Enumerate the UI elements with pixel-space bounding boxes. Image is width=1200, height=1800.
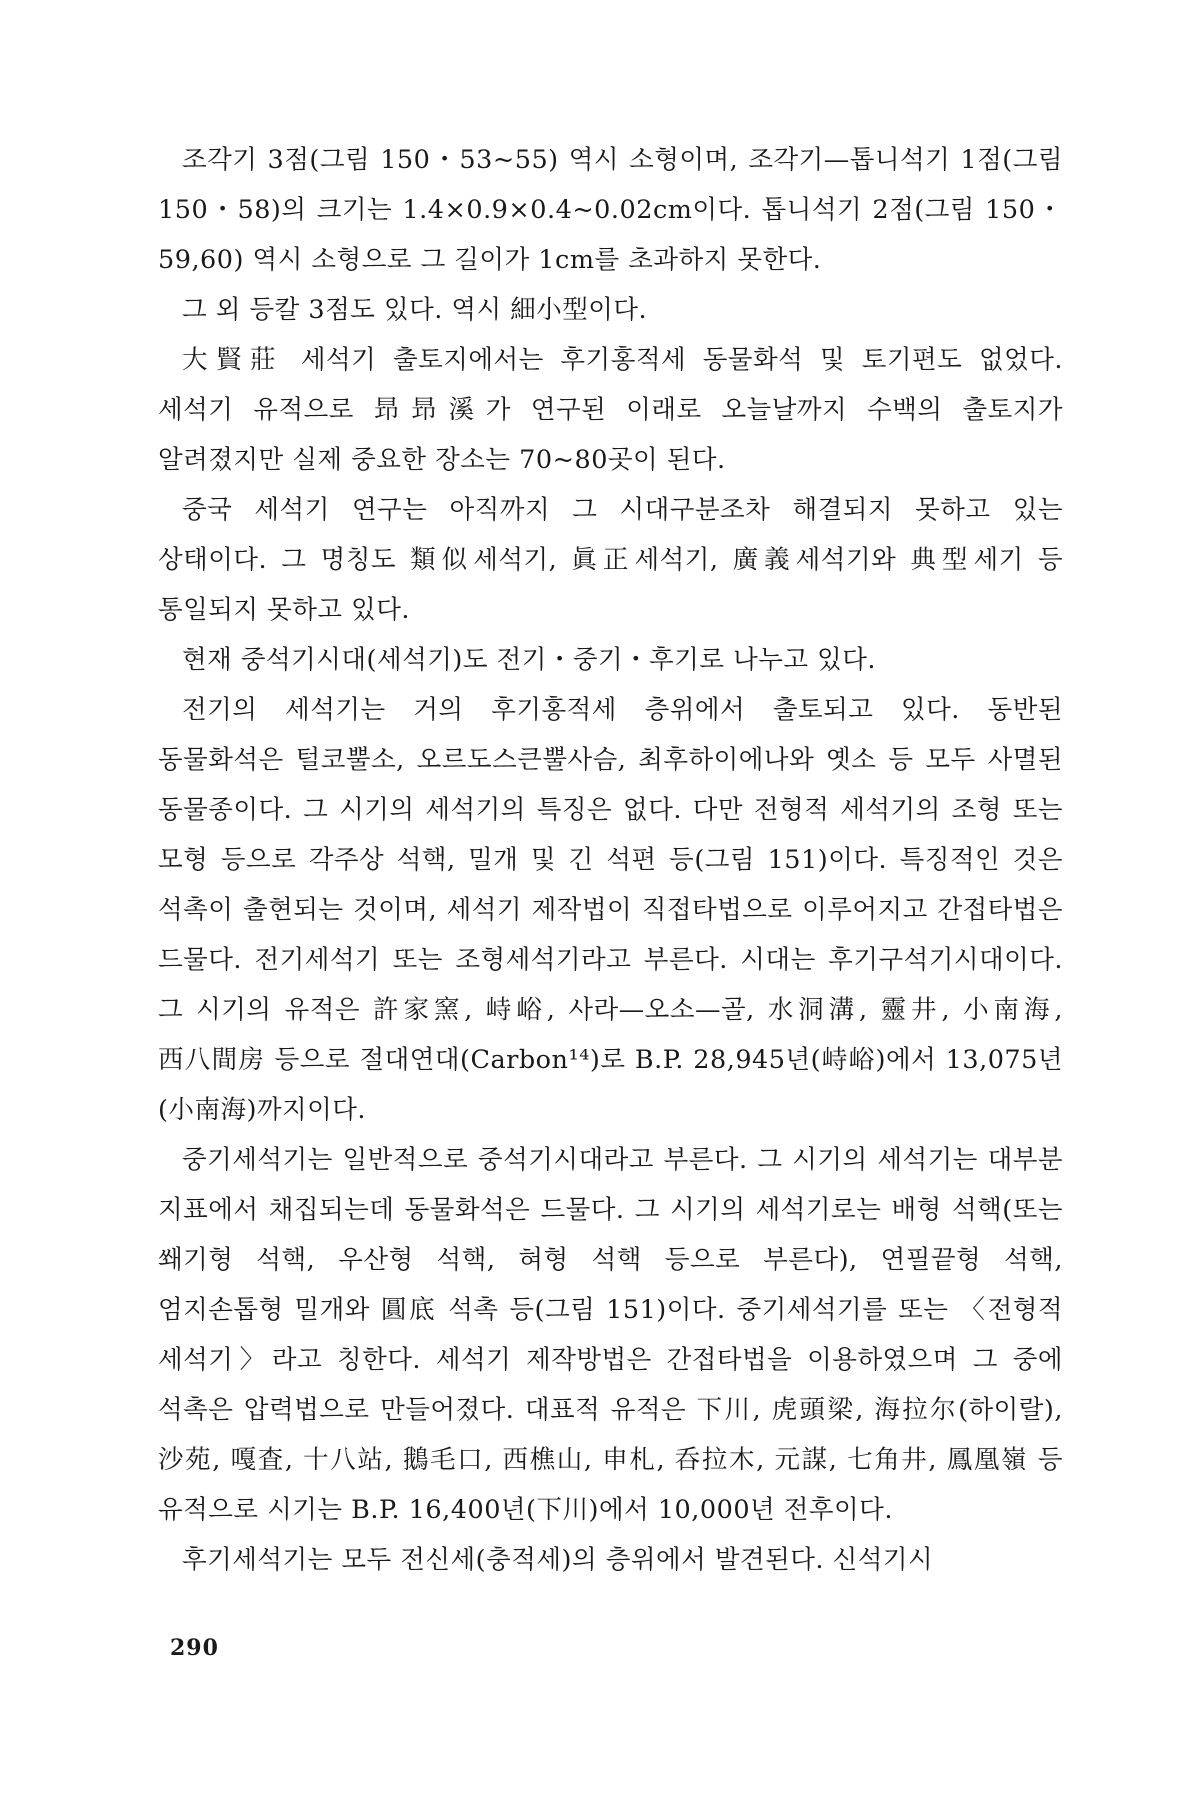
page-number: 290: [170, 1635, 219, 1661]
paragraph-daxianzhuang-site: 大賢莊 세석기 출토지에서는 후기홍적세 동물화석 및 토기편도 없었다. 세석기 유적으로 昻昻溪가 연구된 이래로 오늘날까지 수백의 출토지가 알려졌지만 실제 중요한 장소는 70~80곳이 된다.: [158, 345, 1063, 475]
paragraph-middle-microliths: 중기세석기는 일반적으로 중석기시대라고 부른다. 그 시기의 세석기는 대부분 지표에서 채집되는데 동물화석은 드물다. 그 시기의 세석기로는 배형 석핵(또는 쐐기형 석핵, 우산형 석핵, 혀형 석핵 등으로 부른다), 연필끝형 석핵, 엄지손톱형 밀개와 圓底 석촉 등(그림 151)이다. 중기세석기를 또는 〈전형적 세석기〉라고 칭한다. 세석기 제작방법은 간접타법을 이용하였으며 그 중에 석촉은 압력법으로 만들어졌다. 대표적 유적은 下川, 虎頭梁, 海拉尔(하이랄), 沙苑, 嘎査, 十八站, 鵝毛口, 西樵山, 申札, 呑拉木, 元謀, 七角井, 鳳凰嶺 등 유적으로 시기는 B.P. 16,400년(下川)에서 10,000년 전후이다.: [158, 1145, 1063, 1525]
paragraph-early-microliths: 전기의 세석기는 거의 후기홍적세 층위에서 출토되고 있다. 동반된 동물화석은 털코뿔소, 오르도스큰뿔사슴, 최후하이에나와 옛소 등 모두 사멸된 동물종이다. 그 시기의 세석기의 특징은 없다. 다만 전형적 세석기의 조형 또는 모형 등으로 각주상 석핵, 밀개 및 긴 석편 등(그림 151)이다. 특징적인 것은 석촉이 출현되는 것이며, 세석기 제작법이 직접타법으로 이루어지고 간접타법은 드물다. 전기세석기 또는 조형세석기라고 부른다. 시대는 후기구석기시대이다. 그 시기의 유적은 許家窯, 峙峪, 사라—오소—골, 水洞溝, 靈井, 小南海, 西八間房 등으로 절대연대(Carbon¹⁴)로 B.P. 28,945년(峙峪)에서 13,075년(小南海)까지이다.: [158, 695, 1063, 1125]
paragraph-late-microliths: 후기세석기는 모두 전신세(충적세)의 층위에서 발견된다. 신석기시: [182, 1545, 934, 1575]
body-text: [158, 135, 1063, 1585]
paragraph-periodization: 현재 중석기시대(세석기)도 전기・중기・후기로 나누고 있다.: [182, 645, 876, 675]
paragraph-chinese-research: 중국 세석기 연구는 아직까지 그 시대구분조차 해결되지 못하고 있는 상태이다. 그 명칭도 類似세석기, 眞正세석기, 廣義세석기와 典型세기 등 통일되지 못하고 있다.: [158, 495, 1063, 625]
paragraph-engraving-tools: 조각기 3점(그림 150・53~55) 역시 소형이며, 조각기—톱니석기 1점(그림 150・58)의 크기는 1.4×0.9×0.4~0.02cm이다. 톱니석기 2점(그림 150・59,60) 역시 소형으로 그 길이가 1cm를 초과하지 못한다.: [158, 145, 1063, 275]
paragraph-backed-blades: 그 외 등칼 3점도 있다. 역시 細小型이다.: [182, 295, 648, 325]
